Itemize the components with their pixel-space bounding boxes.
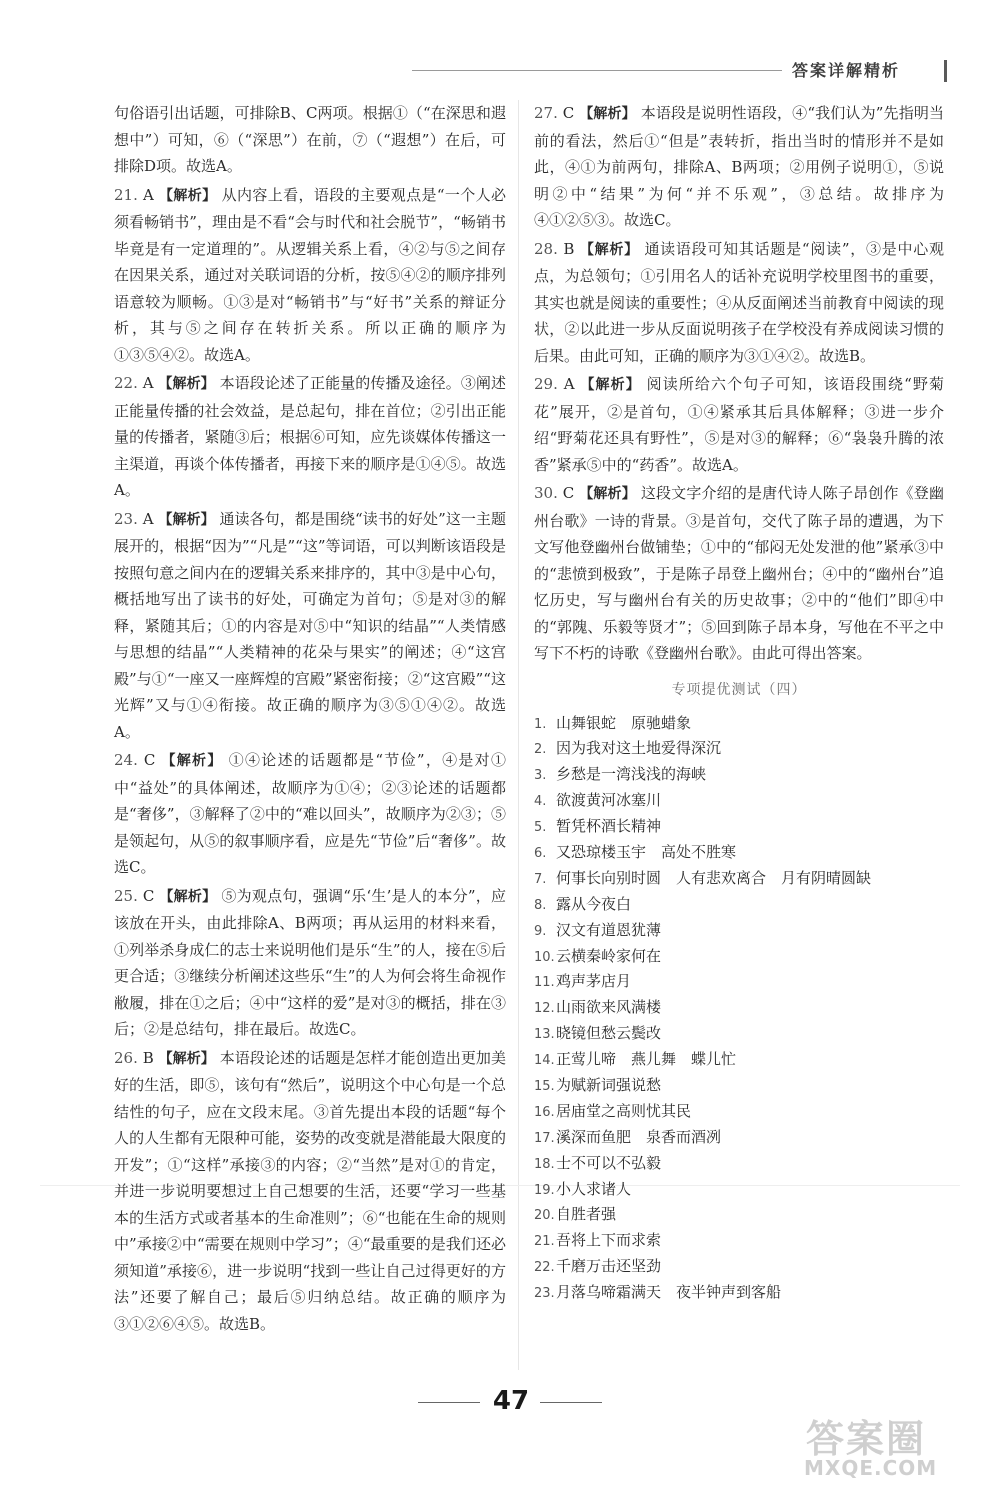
analysis-tag: 【解析】 — [579, 241, 639, 258]
header-bracket-mark — [944, 60, 947, 82]
list-item — [534, 1099, 944, 1125]
answer-entry-29 — [534, 371, 944, 478]
item-text: 晓镜但愁云鬓改 — [556, 1024, 662, 1043]
list-item — [534, 1151, 944, 1177]
watermark-logo: 答案圈 — [806, 1417, 927, 1461]
analysis-tag: 【解析】 — [579, 486, 636, 502]
analysis-tag: 【解析】 — [159, 888, 217, 905]
item-text: 溪深而鱼肥 泉香而酒冽 — [556, 1127, 722, 1146]
entry-number: 22. — [114, 374, 138, 392]
list-item — [534, 1177, 944, 1203]
answer-entry-28 — [534, 236, 944, 370]
item-text: 因为我对这土地爱得深沉 — [556, 739, 722, 758]
item-number: 17. — [534, 1130, 555, 1146]
item-number: 7. — [534, 871, 547, 887]
entry-answer: C — [562, 104, 575, 122]
item-number: 5. — [534, 820, 547, 836]
entry-number: 24. — [114, 751, 138, 769]
list-item — [534, 995, 944, 1021]
item-number: 23. — [534, 1286, 555, 1302]
item-text: 月落乌啼霜满天 夜半钟声到客船 — [556, 1283, 782, 1302]
item-number: 3. — [534, 768, 547, 784]
answer-entry-21 — [114, 182, 506, 369]
list-item — [534, 944, 944, 970]
item-number: 1. — [534, 716, 547, 732]
list-item — [534, 918, 944, 944]
list-item — [534, 1073, 944, 1099]
item-text: 欲渡黄河冰塞川 — [556, 791, 662, 810]
entry-text: 通读各句，都是围绕“读书的好处”这一主题展开的，根据“因为”“凡是”“这”等词语，可以判断该语段是按照句意之间内在的逻辑关系来排序的，其中③是中心句，概括地写出了读书的好处，可确定为首句；⑤是对③的解释，紧随其后；①的内容是对⑤中“知识的结晶”“人类情感与思想的结晶”“人类精神的花朵与果实”的阐述；④“这宫殿”与①“一座又一座辉煌的宫殿”紧密衔接；②“这宫殿”“这光辉”又与①④衔接。故正确的顺序为③⑤①④②。故选A。 — [114, 509, 506, 741]
entry-text: 通读语段可知其话题是“阅读”，③是中心观点，为总领句；①引用名人的话补充说明学校里图书的重要，其实也就是阅读的重要性；④从反面阐述当前教育中阅读的现状，②以此进一步从反面说明孩子在学校没有养成阅读习惯的后果。由此可知，正确的顺序为③①④②。故选B。 — [534, 239, 944, 365]
entry-number: 25. — [114, 886, 138, 905]
item-number: 16. — [534, 1104, 555, 1120]
answer-entry-25 — [114, 883, 506, 1043]
list-item — [534, 1280, 944, 1306]
list-item — [534, 1021, 944, 1047]
item-text: 露从今夜白 — [556, 894, 632, 913]
entry-number: 26. — [114, 1048, 138, 1067]
entry-answer: A — [563, 375, 575, 393]
entry-text: ①④论述的话题都是“节俭”，④是对①中“益处”的具体阐述，故顺序为①④；②③论述的话题都是“奢侈”，③解释了②中的“难以回头”，故顺序为②③；⑤是领起句，从⑤的叙事顺序看，应是先“节俭”后“奢侈”。故选C。 — [114, 751, 506, 876]
item-number: 15. — [534, 1078, 555, 1094]
item-text: 何事长向别时圆 人有悲欢离合 月有阴晴圆缺 — [556, 868, 872, 887]
entry-text: 从内容上看，语段的主要观点是“一个人必须看畅销书”，理由是不看“会与时代和社会脱节”，“畅销书毕竟是有一定道理的”。从逻辑关系上看，④②与⑤之间存在因果关系，通过对关联词语的分析，按⑤④②的顺序排列语意较为顺畅。①③是对“畅销书”与“好书”关系的辩证分析，其与⑤之间存在转折关系。所以正确的顺序为①③⑤④②。故选A。 — [114, 185, 506, 364]
answer-list — [534, 711, 944, 1306]
entry-text: 阅读所给六个句子可知，该语段围绕“野菊花”展开，②是首句，①④紧承其后具体解释；③进一步介绍“野菊花还具有野性”，⑤是对③的解释；⑥“袅袅升腾的浓香”紧承⑤中的“药香”。故选A。 — [534, 375, 944, 474]
item-number: 19. — [534, 1182, 555, 1198]
header-title: 答案详解精析 — [792, 61, 901, 80]
page-number: 47 — [492, 1386, 530, 1416]
item-text: 暂凭杯酒长精神 — [556, 817, 662, 836]
item-text: 正莺儿啼 燕儿舞 蝶儿忙 — [556, 1050, 737, 1069]
item-text: 小人求诸人 — [556, 1179, 632, 1198]
entry-number: 23. — [114, 509, 138, 528]
list-item — [534, 840, 944, 866]
footer-rule-right — [540, 1402, 602, 1403]
answer-entry-27 — [534, 100, 944, 234]
list-item — [534, 969, 944, 995]
item-number: 13. — [534, 1027, 555, 1043]
entry-number: 30. — [534, 484, 558, 502]
item-text: 山舞银蛇 原驰蜡象 — [556, 713, 692, 732]
left-column — [114, 100, 506, 1339]
entry-text: 这段文字介绍的是唐代诗人陈子昂创作《登幽州台歌》一诗的背景。③是首句，交代了陈子昂的遭遇，为下文写他登幽州台做铺垫；①中的“郁闷无处发泄的他”紧承③中的“悲愤到极致”，于是陈子昂登上幽州台；④中的“幽州台”追忆历史，写与幽州台有关的历史故事；②中的“他们”即④中的“郭隗、乐毅等贤才”；⑤回到陈子昂本身，写他在不平之中写下不朽的诗歌《登幽州台歌》。由此可得出答案。 — [534, 484, 944, 662]
item-text: 鸡声茅店月 — [556, 972, 632, 991]
continued-paragraph: 句俗语引出话题，可排除B、C两项。根据①（“在深思和遐想中”）可知，⑥（“深思”）在前，⑦（“遐想”）在后，可排除D项。故选A。 — [114, 104, 506, 175]
entry-number: 29. — [534, 375, 558, 393]
answer-entry-23 — [114, 506, 506, 746]
item-text: 云横秦岭家何在 — [556, 946, 662, 965]
analysis-tag: 【解析】 — [158, 1050, 215, 1067]
analysis-tag: 【解析】 — [158, 187, 217, 204]
item-number: 21. — [534, 1234, 555, 1250]
entry-answer: A — [143, 185, 154, 204]
list-item — [534, 1047, 944, 1073]
entry-number: 27. — [534, 104, 558, 122]
list-item — [534, 1228, 944, 1254]
entry-text: 本语段论述的话题是怎样才能创造出更加美好的生活，即⑤，该句有“然后”，说明这个中心句是一个总结性的句子，应在文段末尾。③首先提出本段的话题“每个人的人生都有无限种可能，姿势的改变就是潜能最大限度的开发”；①“这样”承接③的内容；②“当然”是对①的肯定，并进一步说明要想过上自己想要的生活，还要“学习一些基本的生活方式或者基本的生命准则”；⑥“也能在生命的规则中”承接②中“需要在规则中学习”；④“最重要的是我们还必须知道”承接⑥，进一步说明“找到一些让自己过得更好的方法”还要了解自己；最后⑤归纳总结。故正确的顺序为③①②⑥④⑤。故选B。 — [114, 1048, 506, 1333]
item-number: 4. — [534, 794, 547, 810]
item-text: 乡愁是一湾浅浅的海峡 — [556, 765, 707, 784]
watermark-site: MXQE.COM — [804, 1456, 938, 1480]
answer-entry-30 — [534, 480, 944, 667]
item-text: 又恐琼楼玉宇 高处不胜寒 — [556, 842, 737, 861]
entry-answer: A — [142, 509, 154, 528]
entry-answer: C — [562, 484, 575, 502]
item-text: 千磨万击还坚劲 — [556, 1257, 662, 1276]
item-text: 山雨欲来风满楼 — [556, 998, 662, 1017]
entry-text: 本语段是说明性语段，④“我们认为”先指明当前的看法，然后①“但是”表转折，指出当时的情形并不是如此，④①为前两句，排除A、B两项；②用例子说明①，⑤说明②中“结果”为何“并不乐观”，③总结。故排序为④①②⑤③。故选C。 — [534, 104, 944, 229]
item-text: 吾将上下而求索 — [556, 1231, 662, 1250]
list-item — [534, 1125, 944, 1151]
analysis-tag: 【解析】 — [579, 106, 636, 122]
item-text: 居庙堂之高则忧其民 — [556, 1101, 692, 1120]
item-number: 18. — [534, 1156, 555, 1172]
list-item — [534, 1254, 944, 1280]
list-item — [534, 814, 944, 840]
list-item — [534, 1202, 944, 1228]
entry-number: 21. — [114, 185, 138, 204]
footer-rule-left — [418, 1402, 480, 1403]
answer-entry-22 — [114, 370, 506, 504]
analysis-tag: 【解析】 — [580, 377, 641, 393]
list-item — [534, 762, 944, 788]
item-number: 20. — [534, 1208, 555, 1224]
list-item — [534, 866, 944, 892]
item-number: 6. — [534, 845, 547, 861]
analysis-tag: 【解析】 — [158, 511, 215, 528]
column-divider — [518, 100, 519, 1370]
item-number: 14. — [534, 1053, 555, 1069]
answer-entry-26 — [114, 1045, 506, 1338]
list-item — [534, 788, 944, 814]
analysis-tag: 【解析】 — [161, 753, 223, 769]
list-item — [534, 736, 944, 762]
item-text: 自胜者强 — [556, 1205, 617, 1224]
entry-answer: C — [142, 886, 155, 905]
answer-entry-24 — [114, 747, 506, 881]
list-item — [534, 711, 944, 737]
entry-answer: B — [563, 239, 575, 258]
entry-text: 本语段论述了正能量的传播及途径。③阐述正能量传播的社会效益，是总起句，排在首位；②引出正能量的传播者，紧随③后；根据⑥可知，应先谈媒体传播这一主渠道，再谈个体传播者，再接下来的顺序是①④⑤。故选A。 — [114, 374, 506, 499]
entry-text: ⑤为观点句，强调“乐‘生’是人的本分”，应该放在开头，由此排除A、B两项；再从运用的材料来看，①列举杀身成仁的志士来说明他们是乐“生”的人，接在⑤后更合适；③继续分析阐述这些乐“生”的人为何会将生命视作敝履，排在①之后；④中“这样的爱”是对③的概括，排在③后；②是总结句，排在最后。故选C。 — [114, 886, 507, 1038]
list-item — [534, 892, 944, 918]
item-text: 为赋新词强说愁 — [556, 1075, 662, 1094]
item-number: 10. — [534, 949, 555, 965]
item-text: 汉文有道恩犹薄 — [556, 920, 662, 939]
item-number: 22. — [534, 1260, 555, 1276]
item-number: 9. — [534, 923, 547, 939]
page-header — [0, 58, 1000, 88]
header-rule — [412, 70, 782, 71]
analysis-tag: 【解析】 — [158, 376, 215, 392]
item-text: 士不可以不弘毅 — [556, 1153, 662, 1172]
item-number: 8. — [534, 897, 547, 913]
entry-answer: C — [143, 751, 156, 769]
section-title: 专项提优测试（四） — [671, 681, 807, 698]
item-number: 2. — [534, 742, 547, 758]
entry-number: 28. — [534, 239, 558, 258]
entry-answer: B — [142, 1048, 154, 1067]
item-number: 12. — [534, 1001, 555, 1017]
entry-answer: A — [142, 374, 154, 392]
right-column — [534, 100, 944, 1306]
item-number: 11. — [534, 975, 555, 991]
